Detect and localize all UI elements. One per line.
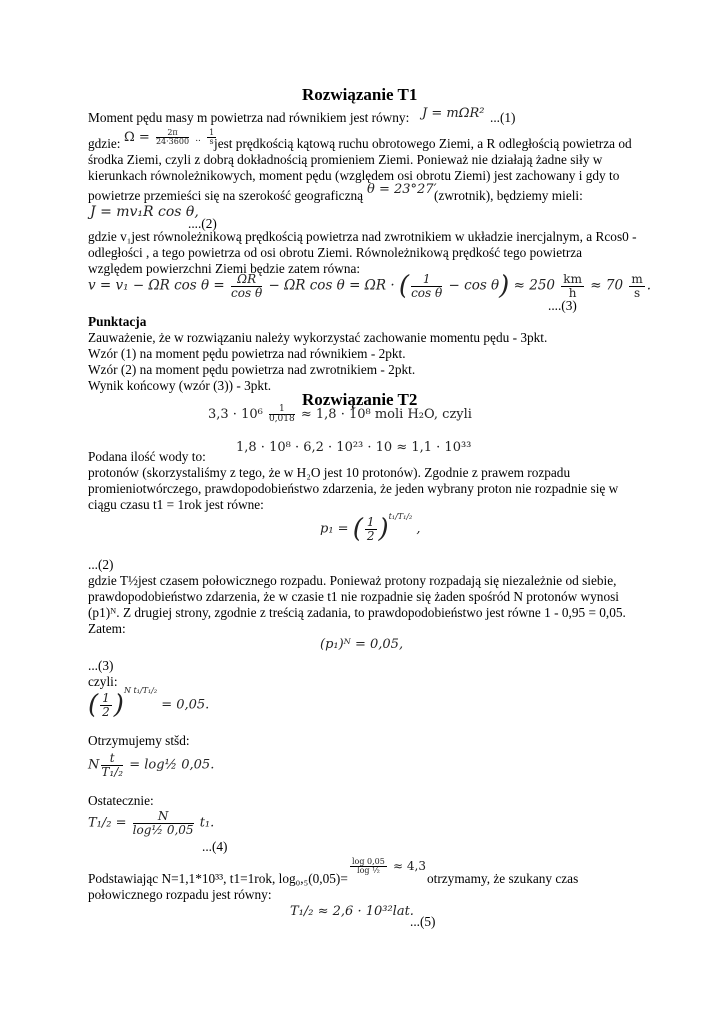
t2-ref-5: ...(5) (410, 914, 436, 929)
t2-eq-f: N $\frac{t}{\text{T₁/₂}}$ = log½ 0,05. (88, 751, 215, 779)
t1-line-3: środka Ziemi, czyli z dobrą dokładnością promieniem Ziemi. Ponieważ nie działają żadne siły w (88, 152, 603, 167)
t1-line-2b: jest prędkością kątową ruchu obrotowego Ziemi, a R odległością powietrza od (214, 136, 632, 151)
t1-line-7: odległości , a tego powietrza od osi obrotu Ziemi. Równoleżnikową prędkość tego powietrza (88, 245, 583, 260)
t2-ref-4: ...(4) (202, 839, 228, 854)
t1-line-4: kierunkach równoleżnikowych, moment pędu (względem osi obrotu Ziemi) jest zachowany i gdy to (88, 168, 620, 183)
t1-punktacja-heading: Punktacja (88, 314, 147, 329)
t1-points-1: Zauważenie, że w rozwiązaniu należy wykorzystać zachowanie momentu pędu - 3pkt. (88, 330, 548, 345)
t1-eq-1: J = mΩR² (422, 106, 485, 121)
t2-line-6: prawdopodobieństwo zdarzenia, że w czasie t1 nie rozpadnie się żaden spośród N protonów wynosi (88, 589, 619, 604)
t1-line-8: względem powierzchni Ziemi będzie zatem równa: (88, 261, 361, 276)
t1-title: Rozwiązanie T1 (302, 85, 418, 104)
t1-line-6: gdzie v₁jest równoleżnikową prędkością powietrza nad zwrotnikiem w układzie inercjalnym, a Rcos0 - (88, 229, 637, 244)
t1-eq-2: J = mv₁R cos θ, (90, 204, 199, 220)
t2-line-5: gdzie T½jest czasem połowicznego rozpadu. Ponieważ protony rozpadają się niezależnie od siebie, (88, 573, 617, 588)
t2-eq-a: 3,3 · 10⁶ $\frac{1}{0,018}$ ≈ 1,8 · 10⁸ moli H₂O, czyli (208, 403, 472, 424)
t1-line-5a: powietrze przemieści się na szerokość geograficzną (88, 188, 364, 203)
t1-points-4: Wynik końcowy (wzór (3)) - 3pkt. (88, 378, 272, 393)
t2-eq-e: ( $\frac{1}{2}$ )$^{N t_1/T_1/_2}$ = 0,05. (88, 686, 210, 721)
t2-line-3: promieniotwórczego, prawdopodobieństwo zdarzenia, że jeden wybrany proton nie rozpadnie się w (88, 481, 619, 496)
t2-line-12a: Podstawiając N=1,1*10³³, t1=1rok, log₀,₅(0,05)= (88, 871, 348, 886)
t2-title: Rozwiązanie T2 (302, 390, 418, 409)
t2-eq-d: (p₁)ᴺ = 0,05, (320, 637, 404, 652)
t1-ref-2: ....(2) (188, 216, 217, 231)
t1-ref-3: ....(3) (548, 298, 577, 313)
t2-line-4: ciągu czasu t1 = 1rok jest równe: (88, 497, 264, 512)
t2-eq-i: T₁/₂ ≈ 2,6 · 10³²lat. (290, 904, 414, 919)
t2-line-10: Otrzymujemy stšd: (88, 733, 190, 748)
t1-line-2a: gdzie: (88, 136, 121, 151)
t2-line-1: Podana ilość wody to: (88, 449, 206, 464)
t1-points-3: Wzór (2) na moment pędu powietrza nad zwrotnikiem - 2pkt. (88, 362, 416, 377)
t1-ref-1: ...(1) (490, 110, 516, 125)
t2-line-9: czyli: (88, 674, 118, 689)
t2-line-2: protonów (skorzystaliśmy z tego, że w H₂O jest 10 protonów). Zgodnie z prawem rozpadu (88, 465, 571, 480)
t1-omega: Ω = $\frac{2\pi}{24\cdot 3600}$ .. $\frac{1}{s}$ (124, 127, 215, 146)
t2-line-11: Ostatecznie: (88, 793, 154, 808)
t2-line-7: (p1)ᴺ. Z drugiej strony, zgodnie z treścią zadania, to prawdopodobieństwo jest równe 1 - 0,95 = 0,05. (88, 605, 626, 620)
t2-ref-3: ...(3) (88, 658, 114, 673)
t1-eq-3: v = v₁ − ΩR cos θ = $\frac{\Omega R}{\text{cos θ}}$ − ΩR cos θ = ΩR · ( $\frac{1}{\text{cos θ}}$ − cos θ) ≈ 250 $\frac{km}{h}$ ≈ 70 $\frac{m}{s}$ . (88, 271, 652, 302)
t2-line-12b: otrzymamy, że szukany czas (427, 871, 579, 886)
t2-eq-b: 1,8 · 10⁸ · 6,2 · 10²³ · 10 ≈ 1,1 · 10³³ (236, 440, 472, 455)
t2-line-13: połowicznego rozpadu jest równy: (88, 887, 272, 902)
t2-line-8: Zatem: (88, 621, 126, 636)
t1-line-1: Moment pędu masy m powietrza nad równikiem jest równy: (88, 110, 410, 125)
t2-ref-2: ...(2) (88, 557, 114, 572)
t1-points-2: Wzór (1) na moment pędu powietrza nad równikiem - 2pkt. (88, 346, 406, 361)
t1-theta: θ = 23°27′ (367, 182, 437, 197)
t2-eq-h: $\frac{\log 0,05}{\text{log ½}}$ ≈ 4,3 (352, 856, 426, 875)
t2-eq-c: p₁ = ( $\frac{1}{2}$ )$^{t_1/T_1/_2}$ , (320, 512, 421, 545)
t2-eq-g: T₁/₂ = $\frac{N}{\text{log½ 0,05}}$ t₁. (88, 809, 215, 837)
t1-line-5b: (zwrotnik), będziemy mieli: (434, 188, 583, 203)
